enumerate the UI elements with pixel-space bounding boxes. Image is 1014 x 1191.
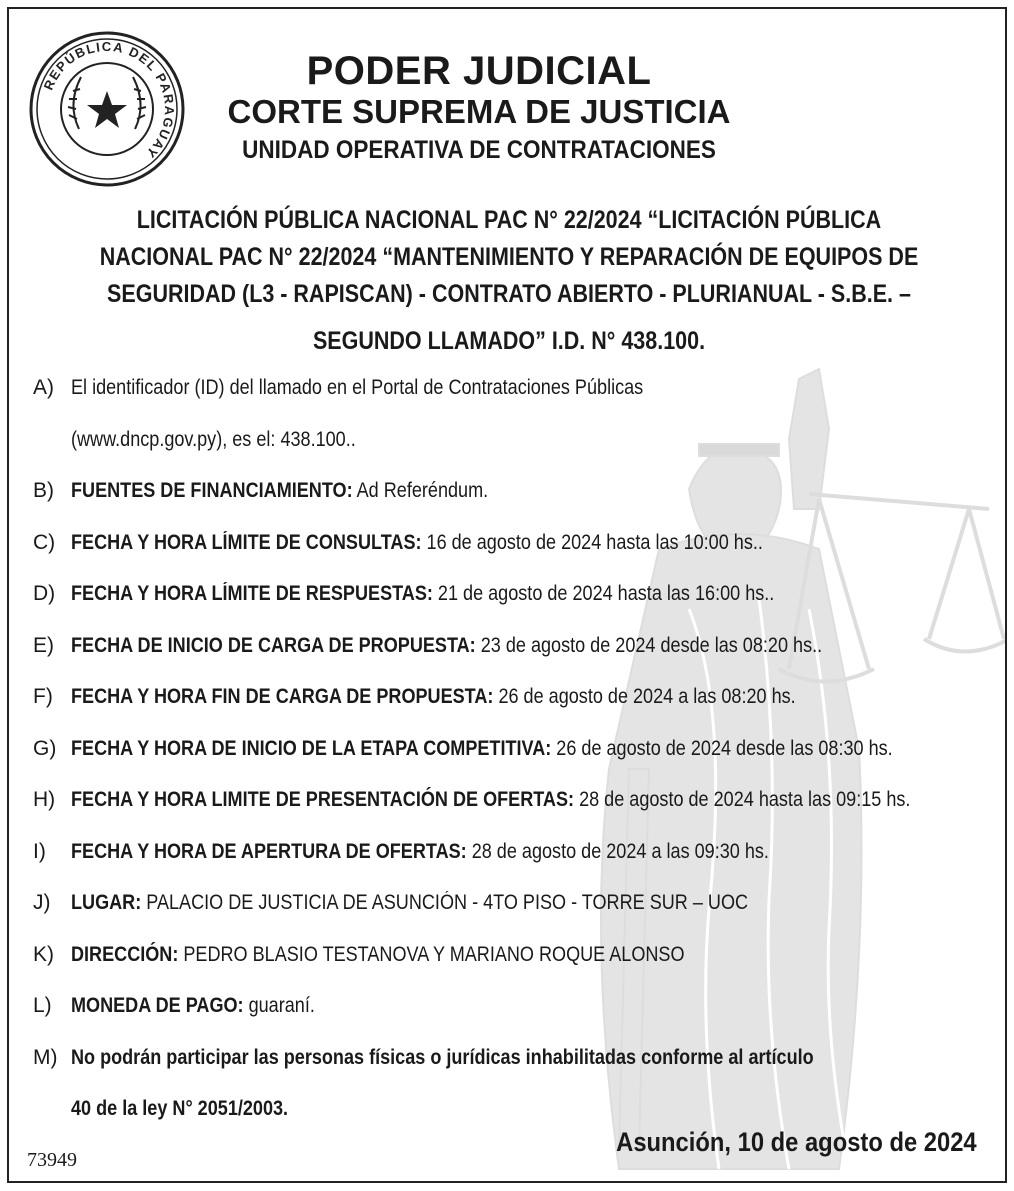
item-letter: M) <box>33 1045 58 1069</box>
item-key: MONEDA DE PAGO: <box>71 994 244 1017</box>
items-list <box>33 371 993 1144</box>
item-key: FECHA Y HORA LIMITE DE PRESENTACIÓN DE OFERTAS: <box>71 788 575 811</box>
item-key: FECHA Y HORA FIN DE CARGA DE PROPUESTA: <box>71 685 494 708</box>
item-value: Ad Referéndum. <box>352 479 489 502</box>
item-value: PEDRO BLASIO TESTANOVA Y MARIANO ROQUE ALONSO <box>178 942 685 966</box>
item-value: 23 de agosto de 2024 desde las 08:20 hs.. <box>475 633 823 657</box>
title-line: NACIONAL PAC N° 22/2024 “MANTENIMIENTO Y REPARACIÓN DE EQUIPOS DE <box>99 243 919 271</box>
item-value: guaraní. <box>243 994 315 1017</box>
item-key: FECHA Y HORA DE INICIO DE LA ETAPA COMPETITIVA: <box>71 736 552 760</box>
item-value: 28 de agosto de 2024 hasta las 09:15 hs. <box>574 788 911 811</box>
list-item <box>33 783 993 835</box>
item-letter: G) <box>33 736 57 760</box>
item-letter: C) <box>33 530 56 554</box>
item-key: LUGAR: <box>71 891 142 914</box>
item-text: No podrán participar las personas físicas o jurídicas inhabilitadas conforme al artículo <box>71 1045 814 1069</box>
title-line: SEGURIDAD (L3 - RAPISCAN) - CONTRATO ABIERTO - PLURIANUAL - S.B.E. – <box>107 280 911 308</box>
item-key: FECHA Y HORA DE APERTURA DE OFERTAS: <box>71 839 467 863</box>
item-key: DIRECCIÓN: <box>71 942 179 966</box>
item-value: 21 de agosto de 2024 hasta las 16:00 hs.. <box>432 582 775 605</box>
item-letter: E) <box>33 633 54 657</box>
item-key: FECHA DE INICIO DE CARGA DE PROPUESTA: <box>71 633 476 657</box>
item-letter: K) <box>33 942 54 966</box>
title-line: SEGUNDO LLAMADO” I.D. N° 438.100. <box>312 327 706 355</box>
list-item <box>33 835 993 887</box>
seal-ring-text: REPÚBLICA DEL PARAGUAY <box>40 38 178 162</box>
item-letter: L) <box>33 994 52 1017</box>
list-item <box>33 474 993 526</box>
item-text-continued: 40 de la ley N° 2051/2003. <box>71 1097 289 1120</box>
tender-title <box>29 202 989 360</box>
place-date-signoff: Asunción, 10 de agosto de 2024 <box>616 1127 977 1157</box>
list-item <box>33 732 993 784</box>
item-text: El identificador (ID) del llamado en el Portal de Contrataciones Públicas <box>71 376 644 399</box>
list-item <box>33 577 993 629</box>
header-line1: PODER JUDICIAL <box>306 49 652 93</box>
item-text-continued: (www.dncp.gov.py), es el: 438.100.. <box>71 427 356 451</box>
item-letter: A) <box>33 376 54 399</box>
item-letter: H) <box>33 788 56 811</box>
header-line3: UNIDAD OPERATIVA DE CONTRATACIONES <box>242 136 716 164</box>
list-item <box>33 526 993 578</box>
item-key: FUENTES DE FINANCIAMIENTO: <box>71 479 353 502</box>
item-letter: D) <box>33 582 56 605</box>
item-value: 28 de agosto de 2024 a las 09:30 hs. <box>466 839 769 863</box>
list-item <box>33 989 993 1041</box>
item-value: 16 de agosto de 2024 hasta las 10:00 hs.. <box>421 530 763 554</box>
item-letter: I) <box>33 839 46 863</box>
list-item <box>33 371 993 474</box>
item-value: 26 de agosto de 2024 a las 08:20 hs. <box>493 685 796 708</box>
notice-frame <box>7 7 1007 1183</box>
item-key: FECHA Y HORA LÍMITE DE CONSULTAS: <box>71 530 422 554</box>
list-item <box>33 886 993 938</box>
republic-seal-logo <box>27 29 187 189</box>
header-line2: CORTE SUPREMA DE JUSTICIA <box>227 93 731 130</box>
item-letter: F) <box>33 685 53 708</box>
item-value: PALACIO DE JUSTICIA DE ASUNCIÓN - 4TO PISO - TORRE SUR – UOC <box>141 891 749 914</box>
item-value: 26 de agosto de 2024 desde las 08:30 hs. <box>551 736 893 760</box>
publication-code: 73949 <box>27 1149 77 1171</box>
item-key: FECHA Y HORA LÍMITE DE RESPUESTAS: <box>71 582 433 605</box>
header <box>179 49 779 167</box>
item-letter: B) <box>33 479 54 502</box>
list-item <box>33 680 993 732</box>
list-item <box>33 938 993 990</box>
list-item <box>33 629 993 681</box>
item-letter: J) <box>33 891 51 914</box>
title-line: LICITACIÓN PÚBLICA NACIONAL PAC N° 22/2024 “LICITACIÓN PÚBLICA <box>136 206 882 234</box>
